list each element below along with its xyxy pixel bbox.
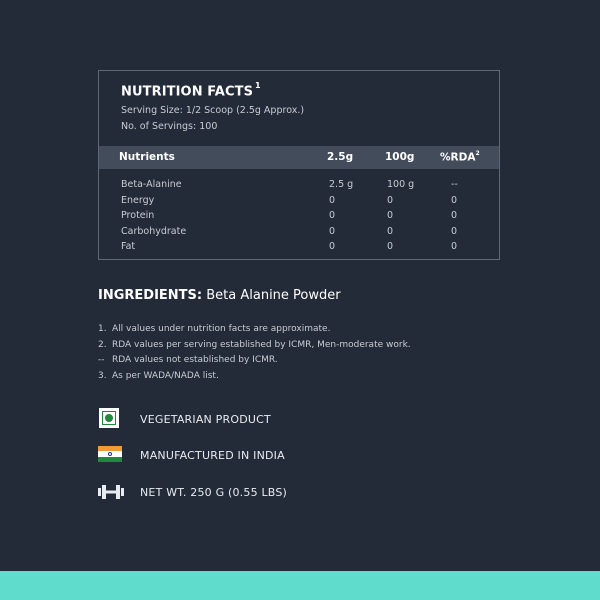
nutrient-per-serving: 0 — [329, 210, 336, 221]
nutrition-facts-panel — [98, 70, 500, 260]
nutrition-facts-title — [121, 83, 261, 99]
nutrient-name: Energy — [121, 194, 155, 206]
net-weight-badge — [98, 481, 428, 505]
header-rda-text: %RDA — [440, 151, 476, 164]
footnote-item — [98, 340, 411, 356]
title-footnote-mark: 1 — [255, 81, 261, 90]
nutrition-table-header — [99, 146, 499, 169]
nutrient-rda: 0 — [451, 225, 458, 237]
nutrient-rda: -- — [451, 179, 458, 190]
nutrient-name: Fat — [121, 241, 136, 252]
ingredients-label: INGREDIENTS: — [98, 288, 203, 303]
nutrient-per-serving: 0 — [329, 241, 336, 252]
ingredients-value: Beta Alanine Powder — [206, 288, 341, 303]
table-row — [99, 241, 499, 257]
nutrition-facts-title-text: NUTRITION FACTS — [121, 84, 254, 100]
ingredients-line — [98, 288, 341, 303]
header-rda-mark: 2 — [475, 150, 480, 157]
footnote-text: RDA values per serving established by ICMR, Men-moderate work. — [112, 339, 411, 350]
table-row — [99, 226, 499, 242]
footnote-item — [98, 355, 411, 371]
footnote-item — [98, 324, 411, 340]
india-flag-icon — [98, 446, 122, 462]
footnote-item — [98, 371, 411, 387]
footnote-text: All values under nutrition facts are approximate. — [112, 324, 331, 334]
nutrient-per-100g: 100 g — [387, 179, 415, 190]
nutrient-per-serving: 2.5 g — [329, 179, 354, 190]
nutrient-per-serving: 0 — [329, 194, 336, 206]
footnote-text: RDA values not established by ICMR. — [112, 355, 278, 366]
nutrient-per-100g: 0 — [387, 225, 394, 237]
header-per-100g: 100g — [385, 151, 415, 163]
nutrient-rda: 0 — [451, 194, 458, 206]
nutrient-rda: 0 — [451, 210, 458, 221]
footnote-marker: -- — [98, 355, 105, 366]
made-in-india-badge — [98, 444, 428, 468]
made-in-india-text: MANUFACTURED IN INDIA — [140, 449, 285, 462]
vegetarian-badge — [98, 408, 428, 432]
vegetarian-mark-icon — [99, 408, 119, 428]
vegetarian-text: VEGETARIAN PRODUCT — [140, 413, 271, 426]
nutrient-per-serving: 0 — [329, 225, 336, 237]
table-row — [99, 195, 499, 211]
header-rda — [440, 151, 480, 164]
serving-size: Serving Size: 1/2 Scoop (2.5g Approx.) — [121, 105, 305, 116]
nutrient-name: Carbohydrate — [121, 225, 187, 237]
nutrient-name: Protein — [121, 210, 155, 221]
header-per-serving: 2.5g — [327, 151, 354, 163]
net-weight-text: NET WT. 250 G (0.55 LBS) — [140, 486, 288, 499]
table-row — [99, 179, 499, 195]
servings-count: No. of Servings: 100 — [121, 121, 218, 132]
nutrient-per-100g: 0 — [387, 241, 394, 252]
table-row — [99, 210, 499, 226]
nutrient-name: Beta-Alanine — [121, 179, 182, 190]
footnote-marker: 1. — [98, 324, 107, 334]
nutrient-rda: 0 — [451, 241, 458, 252]
nutrient-per-100g: 0 — [387, 194, 394, 206]
accent-footer-band — [0, 571, 600, 600]
footnote-marker: 2. — [98, 339, 107, 350]
header-nutrients: Nutrients — [119, 151, 175, 163]
nutrition-table-body — [99, 179, 499, 257]
dumbbell-icon — [98, 485, 124, 499]
footnote-marker: 3. — [98, 371, 107, 382]
nutrient-per-100g: 0 — [387, 210, 394, 221]
footnotes — [98, 324, 411, 387]
footnote-text: As per WADA/NADA list. — [112, 371, 219, 382]
